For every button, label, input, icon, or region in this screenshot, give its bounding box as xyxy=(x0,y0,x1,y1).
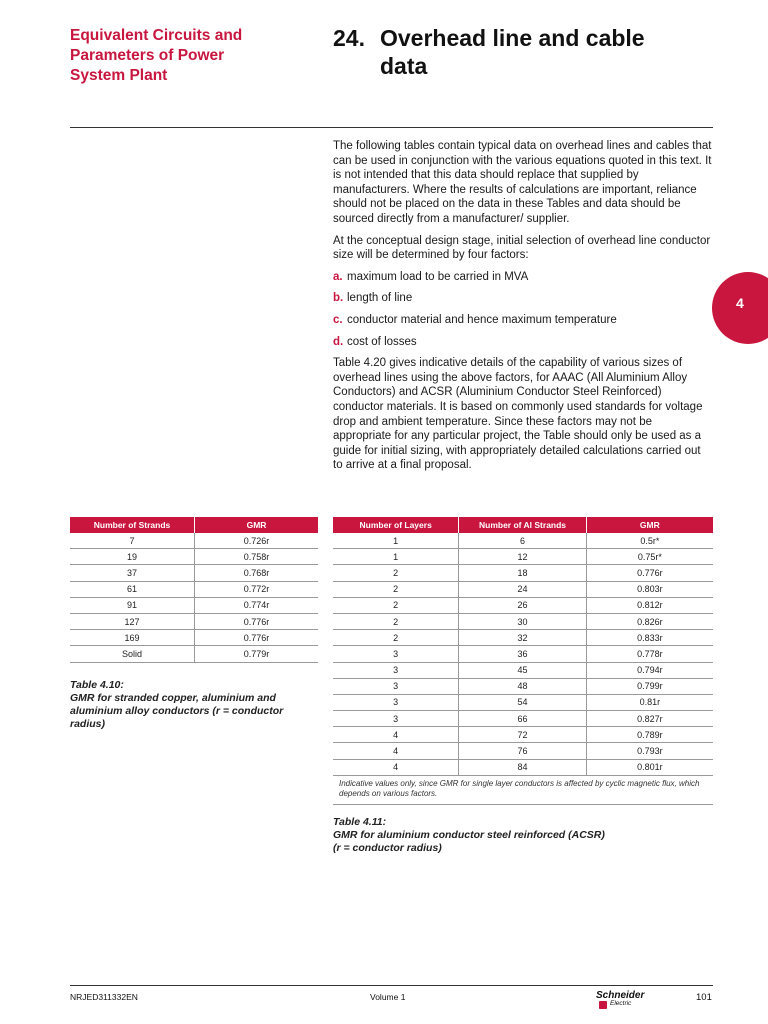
table-row xyxy=(333,597,713,613)
table-4-11 xyxy=(333,517,713,805)
chapter-number: 24. xyxy=(333,25,365,51)
table-cell: 19 xyxy=(70,549,195,565)
table-cell: 7 xyxy=(70,533,195,549)
table-cell: 1 xyxy=(333,533,459,549)
table-cell: 0.776r xyxy=(195,630,319,646)
table-cell: 18 xyxy=(459,565,586,581)
table-cell: 1 xyxy=(333,549,459,565)
table-cell: 84 xyxy=(459,759,586,775)
table-cell: 169 xyxy=(70,630,195,646)
column-header: Number of Strands xyxy=(70,517,195,533)
table-row xyxy=(333,711,713,727)
table-cell: 0.799r xyxy=(586,678,713,694)
brand-logo xyxy=(596,990,656,1010)
table-cell: 0.833r xyxy=(586,630,713,646)
table-cell: 0.776r xyxy=(586,565,713,581)
table-row xyxy=(333,694,713,710)
table-cell: 6 xyxy=(459,533,586,549)
section-title-line: Equivalent Circuits and xyxy=(70,27,243,44)
table-row xyxy=(70,646,318,662)
table-row xyxy=(70,630,318,646)
table-cell: 0.826r xyxy=(586,613,713,629)
table-row xyxy=(333,678,713,694)
table-cell: 36 xyxy=(459,646,586,662)
table-cell: 2 xyxy=(333,581,459,597)
table-row xyxy=(333,727,713,743)
table-cell: 76 xyxy=(459,743,586,759)
caption-line: Table 4.11: xyxy=(333,816,387,828)
table-cell: 0.794r xyxy=(586,662,713,678)
brand-name: Schneider xyxy=(596,990,645,1001)
table-row xyxy=(333,581,713,597)
document-code: NRJED311332EN xyxy=(70,992,138,1002)
list-item-text: length of line xyxy=(347,292,413,305)
list-item-text: cost of losses xyxy=(347,335,417,348)
table-cell: 54 xyxy=(459,694,586,710)
table-cell: 45 xyxy=(459,662,586,678)
column-header: Number of Layers xyxy=(333,517,459,533)
table-cell: 0.789r xyxy=(586,727,713,743)
table-4-10-caption xyxy=(70,679,315,731)
table-cell: 0.5r* xyxy=(586,533,713,549)
brand-sub: Electric xyxy=(610,1000,632,1007)
page-number: 101 xyxy=(696,992,712,1003)
column-header: Number of Al Strands xyxy=(459,517,586,533)
table-cell: 30 xyxy=(459,613,586,629)
table-cell: 0.793r xyxy=(586,743,713,759)
table-cell: 4 xyxy=(333,743,459,759)
paragraph-intro: The following tables contain typical data on overhead lines and cables that can be used in conjunction with the various equations quoted in this text. It is not intended that this data should replace that supplied by manufacturers. Where the results of calculations are important, reliance should not be placed on the data in these Tables and data should be sourced directly from a manufacturer/ supplier. xyxy=(333,140,712,225)
chapter-tab-label: 4 xyxy=(736,295,744,311)
table-cell: 32 xyxy=(459,630,586,646)
table-cell: 3 xyxy=(333,646,459,662)
paragraph-table-description: Table 4.20 gives indicative details of the capability of various sizes of overhead lines using the above factors, for AAAC (All Aluminium Alloy Conductors) and ACSR (Aluminium Conductor Steel Reinforced) conductor materials. It is based on commonly used standards for voltage drop and ambient temperature. Since these factors may not be appropriate for any particular project, the Table should only be used as a guide for initial sizing, with appropriately detailed calculations carried out to arrive at a final proposal. xyxy=(333,357,703,472)
table-cell: 3 xyxy=(333,711,459,727)
list-item-text: maximum load to be carried in MVA xyxy=(347,270,529,283)
table-cell: 0.75r* xyxy=(586,549,713,565)
paragraph-factors: At the conceptual design stage, initial selection of overhead line conductor size will be determined by four factors: xyxy=(333,234,711,262)
table-cell: 2 xyxy=(333,613,459,629)
table-row xyxy=(70,581,318,597)
caption-line: Table 4.10: xyxy=(70,679,124,691)
table-cell: 4 xyxy=(333,727,459,743)
chapter-title-line: Overhead line and cable xyxy=(380,25,645,51)
list-marker: d. xyxy=(333,335,344,348)
list-item xyxy=(333,291,713,306)
table-row xyxy=(70,565,318,581)
caption-line: (r = conductor radius) xyxy=(333,842,442,854)
footer-divider xyxy=(70,985,713,986)
table-cell: 37 xyxy=(70,565,195,581)
caption-line: GMR for aluminium conductor steel reinforced (ACSR) xyxy=(333,829,605,841)
section-title-line: System Plant xyxy=(70,67,168,84)
table-row xyxy=(333,646,713,662)
chapter-title-line: data xyxy=(380,53,428,79)
table-cell: 48 xyxy=(459,678,586,694)
table-cell: 0.776r xyxy=(195,613,319,629)
table-cell: 0.812r xyxy=(586,597,713,613)
column-header: GMR xyxy=(195,517,319,533)
table-cell: 0.803r xyxy=(586,581,713,597)
column-header: GMR xyxy=(586,517,713,533)
list-item xyxy=(333,335,713,350)
table-body xyxy=(70,533,318,662)
table-row xyxy=(333,630,713,646)
table-cell: 0.801r xyxy=(586,759,713,775)
table-cell: 3 xyxy=(333,678,459,694)
table-cell: 0.81r xyxy=(586,694,713,710)
section-title-line: Parameters of Power xyxy=(70,47,225,64)
table-cell: 0.758r xyxy=(195,549,319,565)
table-row xyxy=(333,533,713,549)
table-row xyxy=(333,662,713,678)
header-divider xyxy=(70,127,713,128)
list-marker: c. xyxy=(333,313,343,326)
table-cell: 2 xyxy=(333,630,459,646)
caption-line: radius) xyxy=(70,718,106,730)
table-row xyxy=(333,743,713,759)
table-cell: 12 xyxy=(459,549,586,565)
table-row xyxy=(70,549,318,565)
table-4-10 xyxy=(70,517,318,663)
table-cell: 0.774r xyxy=(195,597,319,613)
chapter-tab-marker xyxy=(712,272,768,344)
list-marker: b. xyxy=(333,292,344,305)
list-item xyxy=(333,270,713,285)
list-item-text: conductor material and hence maximum temperature xyxy=(347,313,617,326)
table-header-row xyxy=(70,517,318,533)
table-cell: 72 xyxy=(459,727,586,743)
brand-mark-icon xyxy=(599,1001,607,1009)
table-4-11-caption xyxy=(333,816,713,855)
section-title xyxy=(70,26,310,86)
table-cell: 127 xyxy=(70,613,195,629)
table-note-row xyxy=(333,775,713,804)
table-cell: 4 xyxy=(333,759,459,775)
table-row xyxy=(333,549,713,565)
table-row xyxy=(333,759,713,775)
table-row xyxy=(70,597,318,613)
volume-label: Volume 1 xyxy=(370,992,406,1002)
table-cell: 0.778r xyxy=(586,646,713,662)
table-row xyxy=(70,533,318,549)
factors-list xyxy=(333,270,713,349)
caption-line: GMR for stranded copper, aluminium and xyxy=(70,692,276,704)
table-cell: 3 xyxy=(333,662,459,678)
table-cell: Solid xyxy=(70,646,195,662)
list-item xyxy=(333,313,713,328)
table-cell: 0.726r xyxy=(195,533,319,549)
table-cell: 2 xyxy=(333,565,459,581)
table-row xyxy=(333,565,713,581)
table-cell: 24 xyxy=(459,581,586,597)
table-cell: 61 xyxy=(70,581,195,597)
table-cell: 0.779r xyxy=(195,646,319,662)
table-row xyxy=(70,613,318,629)
table-cell: 26 xyxy=(459,597,586,613)
table-cell: 91 xyxy=(70,597,195,613)
table-body xyxy=(333,533,713,775)
body-text xyxy=(333,139,713,480)
table-header-row xyxy=(333,517,713,533)
table-cell: 2 xyxy=(333,597,459,613)
table-cell: 0.768r xyxy=(195,565,319,581)
table-note: Indicative values only, since GMR for single layer conductors is affected by cyclic magnetic flux, which depends on various factors. xyxy=(333,775,713,804)
table-cell: 0.827r xyxy=(586,711,713,727)
table-row xyxy=(333,613,713,629)
caption-line: aluminium alloy conductors (r = conductor xyxy=(70,705,284,717)
table-cell: 3 xyxy=(333,694,459,710)
table-cell: 66 xyxy=(459,711,586,727)
table-cell: 0.772r xyxy=(195,581,319,597)
list-marker: a. xyxy=(333,270,343,283)
